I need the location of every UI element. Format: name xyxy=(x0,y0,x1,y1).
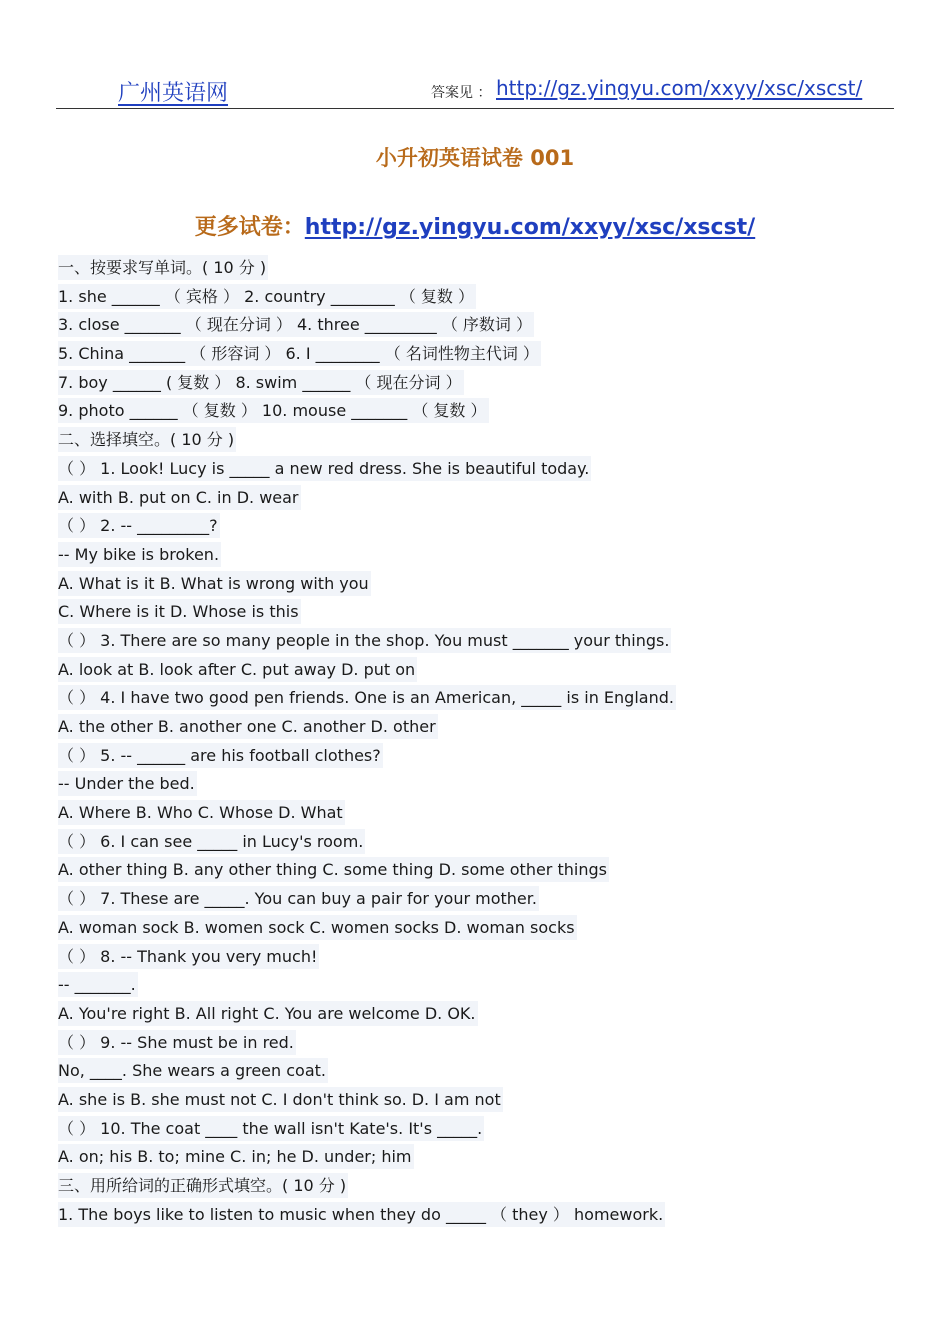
exam-line-text: （ ） 2. -- _________? xyxy=(58,513,220,538)
exam-line xyxy=(58,885,898,914)
exam-line xyxy=(58,598,898,627)
exam-line xyxy=(58,570,898,599)
exam-line xyxy=(58,627,898,656)
exam-line-text: （ ） 10. The coat ____ the wall isn't Kate's. It's _____. xyxy=(58,1116,484,1141)
exam-line-text: 7. boy ______ ( 复数 ） 8. swim ______ （ 现在分词 ） xyxy=(58,370,464,395)
exam-line xyxy=(58,1057,898,1086)
exam-line-text: A. woman sock B. women sock C. women socks D. woman socks xyxy=(58,915,577,940)
exam-line xyxy=(58,828,898,857)
exam-line-text: No, ____. She wears a green coat. xyxy=(58,1058,328,1083)
more-tests-label: 更多试卷： xyxy=(194,215,305,240)
exam-line xyxy=(58,397,898,426)
exam-line-text: C. Where is it D. Whose is this xyxy=(58,599,301,624)
exam-line-text: （ ） 5. -- ______ are his football clothes? xyxy=(58,743,383,768)
exam-line-text: A. the other B. another one C. another D. other xyxy=(58,714,438,739)
exam-line xyxy=(58,426,898,455)
exam-content xyxy=(58,254,898,1229)
exam-line xyxy=(58,283,898,312)
exam-line xyxy=(58,340,898,369)
exam-line xyxy=(58,1115,898,1144)
exam-line-text: （ ） 9. -- She must be in red. xyxy=(58,1030,296,1055)
exam-line xyxy=(58,914,898,943)
exam-line-text: （ ） 6. I can see _____ in Lucy's room. xyxy=(58,829,365,854)
answer-label: 答案见 ： xyxy=(431,85,492,101)
page-title: 小升初英语试卷 001 xyxy=(375,146,575,170)
exam-line-text: -- _______. xyxy=(58,972,138,997)
exam-line xyxy=(58,512,898,541)
exam-line xyxy=(58,742,898,771)
exam-line-text: 二、选择填空。( 10 分 ) xyxy=(58,427,236,452)
exam-line-text: -- Under the bed. xyxy=(58,771,197,796)
exam-line xyxy=(58,943,898,972)
exam-line xyxy=(58,684,898,713)
exam-line-text: 1. she ______ （ 宾格 ） 2. country ________ （ 复数 ） xyxy=(58,284,476,309)
exam-line xyxy=(58,1143,898,1172)
exam-line xyxy=(58,656,898,685)
exam-line-text: 3. close _______ （ 现在分词 ） 4. three _________ （ 序数词 ） xyxy=(58,312,534,337)
exam-line-text: （ ） 1. Look! Lucy is _____ a new red dress. She is beautiful today. xyxy=(58,456,591,481)
exam-line-text: A. You're right B. All right C. You are welcome D. OK. xyxy=(58,1001,478,1026)
exam-line xyxy=(58,799,898,828)
exam-line xyxy=(58,856,898,885)
answer-link[interactable]: http://gz.yingyu.com/xxyy/xsc/xscst/ xyxy=(496,76,863,100)
exam-line-text: 1. The boys like to listen to music when they do _____ （ they ） homework. xyxy=(58,1202,665,1227)
exam-line xyxy=(58,484,898,513)
exam-line-text: 9. photo ______ （ 复数 ） 10. mouse _______ （ 复数 ） xyxy=(58,398,489,423)
exam-line-text: -- My bike is broken. xyxy=(58,542,221,567)
exam-line-text: （ ） 7. These are _____. You can buy a pair for your mother. xyxy=(58,886,539,911)
exam-line-text: A. with B. put on C. in D. wear xyxy=(58,485,301,510)
exam-line-text: （ ） 3. There are so many people in the shop. You must _______ your things. xyxy=(58,628,671,653)
exam-line xyxy=(58,713,898,742)
exam-line xyxy=(58,1172,898,1201)
exam-line xyxy=(58,1086,898,1115)
exam-line xyxy=(58,1000,898,1029)
exam-line-text: A. on; his B. to; mine C. in; he D. under; him xyxy=(58,1144,414,1169)
exam-line-text: 三、用所给词的正确形式填空。( 10 分 ) xyxy=(58,1173,348,1198)
exam-line xyxy=(58,369,898,398)
exam-line-text: A. she is B. she must not C. I don't think so. D. I am not xyxy=(58,1087,503,1112)
exam-line xyxy=(58,455,898,484)
exam-line xyxy=(58,541,898,570)
exam-line xyxy=(58,254,898,283)
exam-line xyxy=(58,1201,898,1230)
exam-line xyxy=(58,971,898,1000)
site-name-link[interactable]: 广州英语网 xyxy=(118,81,229,106)
exam-line-text: A. Where B. Who C. Whose D. What xyxy=(58,800,345,825)
exam-line-text: （ ） 4. I have two good pen friends. One is an American, _____ is in England. xyxy=(58,685,676,710)
exam-line-text: （ ） 8. -- Thank you very much! xyxy=(58,944,319,969)
exam-line-text: A. other thing B. any other thing C. some thing D. some other things xyxy=(58,857,609,882)
more-tests-link[interactable]: http://gz.yingyu.com/xxyy/xsc/xscst/ xyxy=(304,215,756,240)
more-tests xyxy=(0,210,950,241)
exam-line xyxy=(58,770,898,799)
exam-line-text: 一、按要求写单词。( 10 分 ) xyxy=(58,255,268,280)
exam-line-text: A. look at B. look after C. put away D. put on xyxy=(58,657,417,682)
exam-line-text: A. What is it B. What is wrong with you xyxy=(58,571,371,596)
page-header xyxy=(56,72,894,109)
exam-line xyxy=(58,311,898,340)
exam-line-text: 5. China _______ （ 形容词 ） 6. I ________ （ 名词性物主代词 ） xyxy=(58,341,541,366)
exam-line xyxy=(58,1029,898,1058)
